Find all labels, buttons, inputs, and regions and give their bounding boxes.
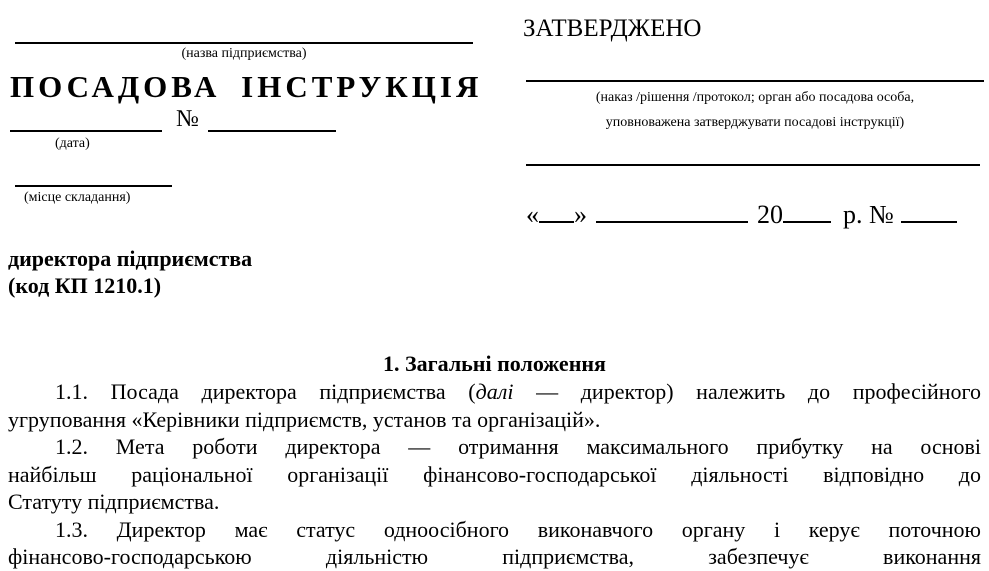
- date-caption: (дата): [55, 136, 90, 151]
- approval-caption-line2: уповноважена затверджувати посадові інструкції): [605, 115, 905, 130]
- paragraph-1-1-line2: угруповання «Керівники підприємств, установ та організацій».: [8, 406, 601, 432]
- month-blank-line: [596, 220, 748, 223]
- approval-date-row: [526, 200, 957, 230]
- section-1-heading: 1. Загальні положення: [383, 351, 606, 376]
- position-title-line2: (код КП 1210.1): [8, 273, 162, 298]
- date-blank-line: [10, 106, 162, 132]
- approval-second-blank-line: [526, 140, 980, 166]
- open-quote: «: [526, 200, 539, 229]
- year-prefix: 20: [757, 200, 783, 229]
- close-quote: »: [574, 200, 587, 229]
- section-1: [8, 350, 981, 571]
- number-sign: №: [176, 106, 199, 132]
- paragraph-1-2: [8, 433, 981, 516]
- company-name-caption: (назва підприємства): [181, 46, 307, 61]
- paragraph-1-1: [8, 378, 981, 433]
- position-title-line1: директора підприємства: [8, 246, 253, 271]
- paragraph-italic-text: далі: [475, 379, 514, 404]
- doc-number-blank-line: [901, 220, 957, 223]
- approval-blank-line: [526, 50, 984, 82]
- paragraph-1-3-line2-clipped: фінансово-господарською діяльністю підприємства, забезпечує виконання: [8, 544, 981, 569]
- year-blank-line: [783, 220, 831, 223]
- paragraph-1-2-line3: Статуту підприємства.: [8, 489, 220, 514]
- paragraph-text: 1.1. Посада директора підприємства (: [55, 379, 476, 404]
- paragraph-1-3: [8, 516, 981, 571]
- year-suffix: р. №: [843, 200, 894, 229]
- approval-caption-line1: (наказ /рішення /протокол; орган або посадова особа,: [595, 90, 915, 105]
- paragraph-1-2-line1: 1.2. Мета роботи директора — отримання максимального прибутку на основі: [55, 434, 981, 459]
- approved-heading: ЗАТВЕРДЖЕНО: [523, 15, 702, 42]
- date-number-row: [10, 106, 336, 132]
- number-blank-line: [208, 106, 336, 132]
- approval-caption: [526, 85, 984, 135]
- company-name-blank-line: [15, 0, 473, 44]
- document-title: ПОСАДОВА ІНСТРУКЦІЯ: [10, 69, 483, 104]
- position-title: [8, 245, 252, 299]
- paragraph-text: — директор) належить до професійного: [513, 379, 982, 404]
- paragraph-1-3-line1: 1.3. Директор має статус одноосібного виконавчого органу і керує поточною: [55, 516, 981, 542]
- paragraph-1-2-line2: найбільш раціональної організації фінансово-господарської діяльності відповідно до: [8, 461, 981, 487]
- paragraph-1-1-line1: [8, 378, 981, 406]
- place-caption: (місце складання): [24, 190, 131, 205]
- place-blank-line: [15, 160, 172, 187]
- day-blank-line: [539, 220, 574, 223]
